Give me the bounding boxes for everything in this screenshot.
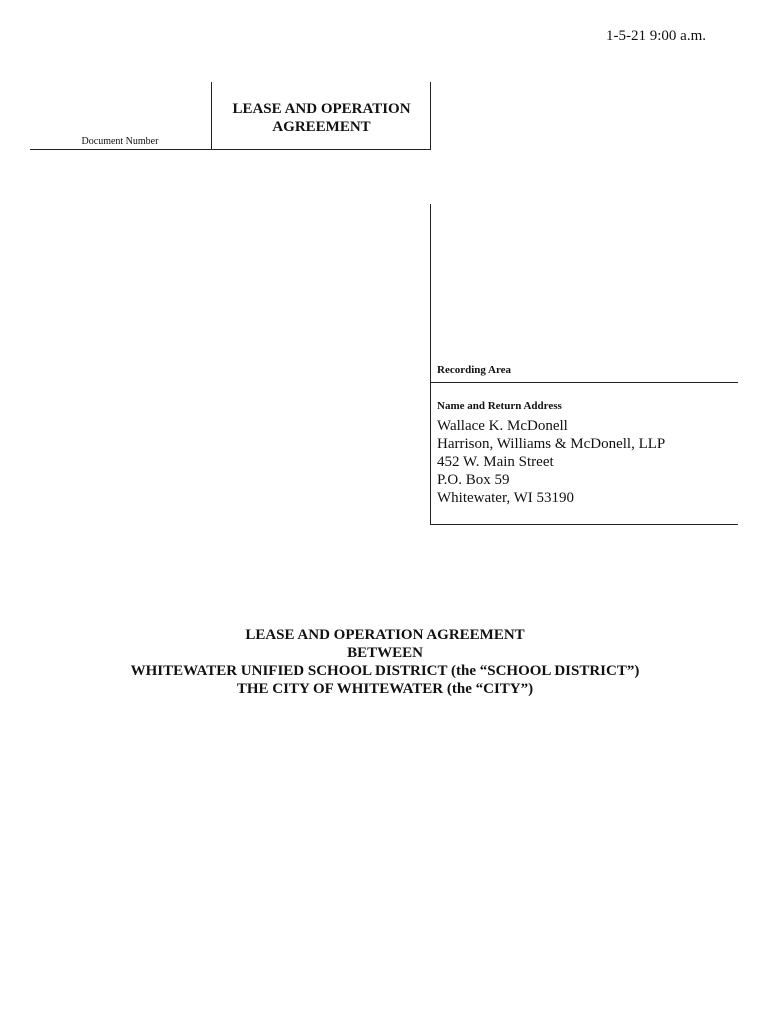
cover-title-line2: AGREEMENT <box>272 119 371 135</box>
address-line-street: 452 W. Main Street <box>437 454 554 470</box>
name-return-address-label: Name and Return Address <box>437 400 562 412</box>
title-box-bottom-border <box>30 149 431 150</box>
address-line-city: Whitewater, WI 53190 <box>437 490 574 506</box>
recording-area-divider <box>430 382 738 383</box>
cover-title <box>213 100 430 136</box>
return-address-bottom-border <box>430 524 738 525</box>
document-timestamp: 1-5-21 9:00 a.m. <box>606 28 706 44</box>
document-number-label: Document Number <box>81 136 159 147</box>
address-line-name: Wallace K. McDonell <box>437 418 568 434</box>
title-box-left-border <box>211 82 212 150</box>
address-line-po-box: P.O. Box 59 <box>437 472 510 488</box>
recording-area-left-border <box>430 204 431 525</box>
title-box-right-border <box>430 82 431 150</box>
cover-title-line1: LEASE AND OPERATION <box>232 101 411 117</box>
return-address <box>437 417 665 507</box>
agreement-title-line2: BETWEEN <box>347 645 423 661</box>
agreement-title-line3: WHITEWATER UNIFIED SCHOOL DISTRICT (the “SCHOOL DISTRICT”) <box>130 663 640 679</box>
address-line-firm: Harrison, Williams & McDonell, LLP <box>437 436 666 452</box>
recording-area-label: Recording Area <box>437 364 512 376</box>
agreement-title-line1: LEASE AND OPERATION AGREEMENT <box>245 627 525 643</box>
agreement-title-line4: THE CITY OF WHITEWATER (the “CITY”) <box>236 681 534 697</box>
agreement-title <box>0 626 770 698</box>
